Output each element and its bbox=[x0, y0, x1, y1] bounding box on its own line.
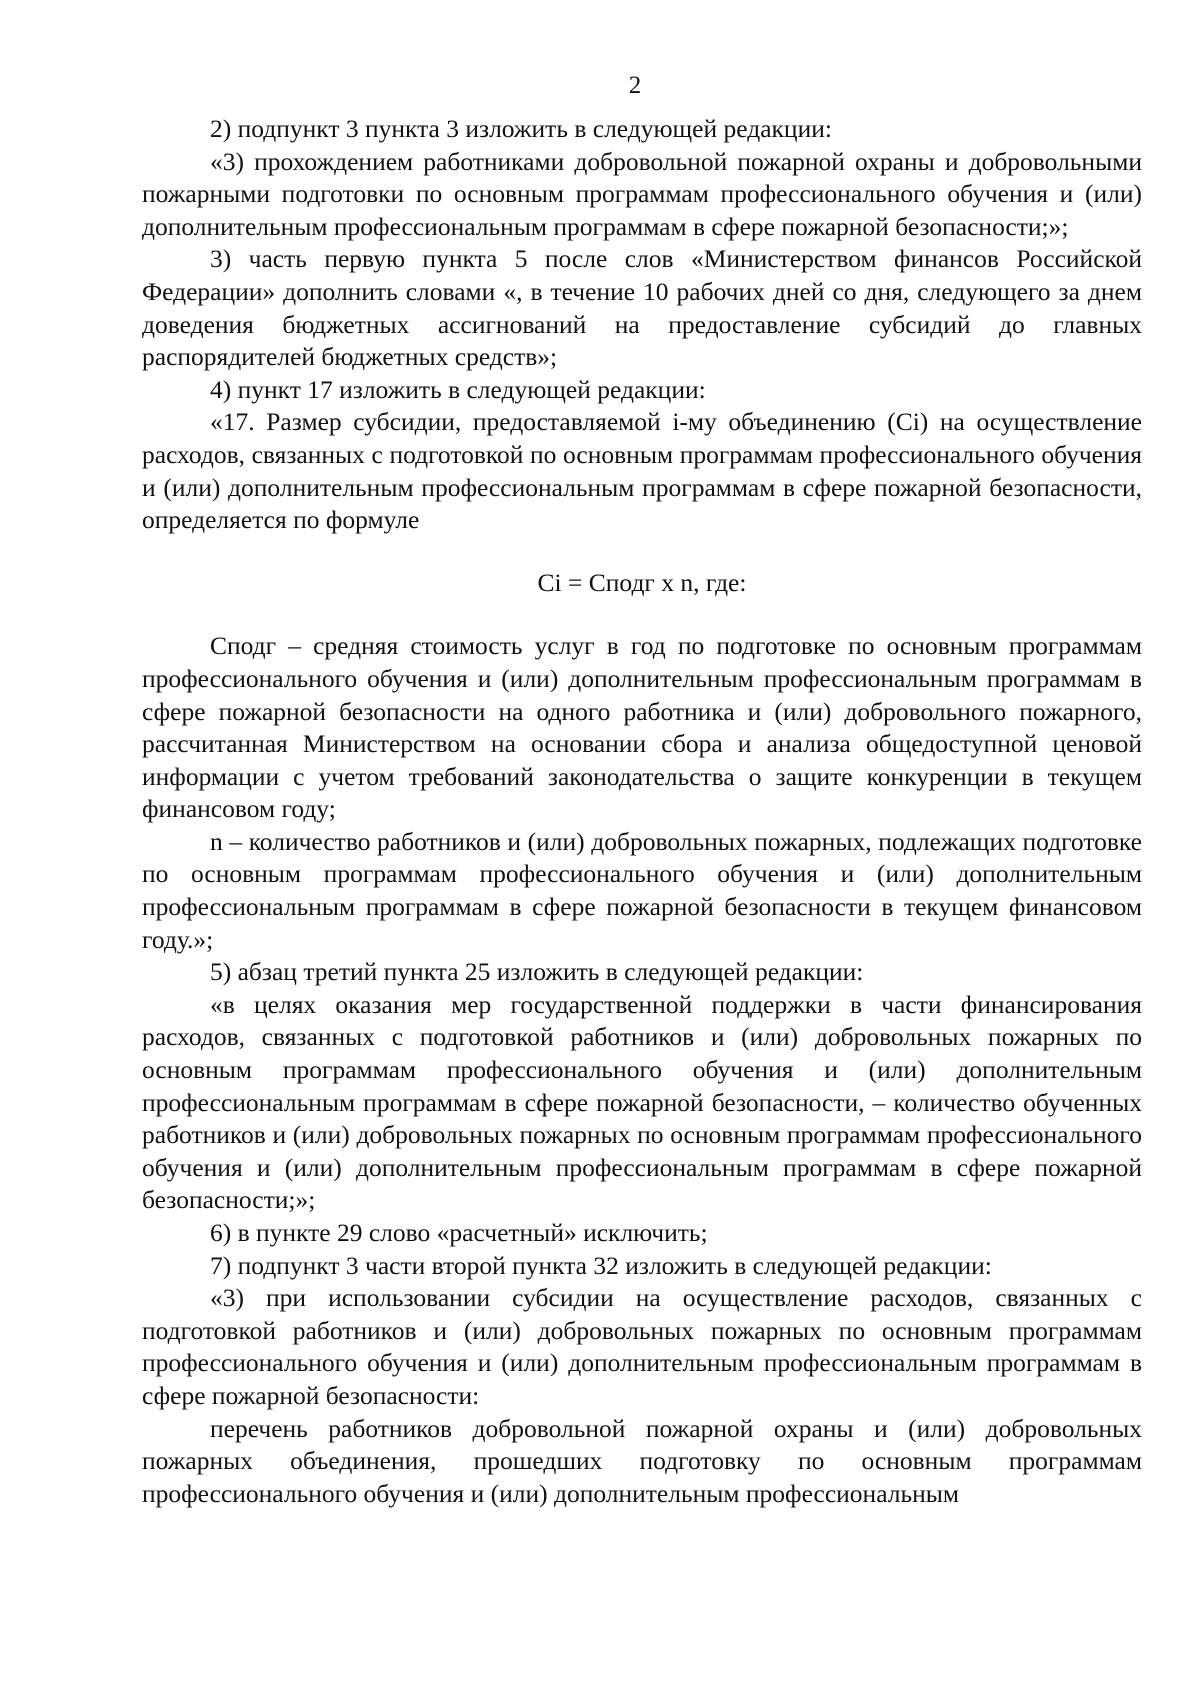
paragraph-quote-point-25: «в целях оказания мер государственной поддержки в части финансирования расходов, связанных с подготовкой работников и (или) добровольных пожарных по основным программам профессионального обучения и (или) дополнительным профессиональным программам в сфере пожарной безопасности, – количество обученных работников и (или) добровольных пожарных по основным программам профессионального обучения и (или) дополнительным профессиональным программам в сфере пожарной безопасности;»; bbox=[142, 989, 1142, 1215]
document-body bbox=[142, 113, 1142, 1510]
paragraph-list-of-workers: перечень работников добровольной пожарной охраны и (или) добровольных пожарных объединения, прошедших подготовку по основным программам профессионального обучения и (или) дополнительным профессиональным bbox=[142, 1413, 1142, 1508]
paragraph-quote-subitem-3: «3) прохождением работниками добровольной пожарной охраны и добровольными пожарными подготовки по основным программам профессионального обучения и (или) дополнительным профессиональным программам в сфере пожарной безопасности;»; bbox=[142, 146, 1142, 241]
page-number: 2 bbox=[628, 72, 642, 99]
paragraph-item-4: 4) пункт 17 изложить в следующей редакции: bbox=[210, 374, 706, 404]
paragraph-item-2: 2) подпункт 3 пункта 3 изложить в следующей редакции: bbox=[210, 114, 832, 143]
paragraph-definition-spodg: Сподг – средняя стоимость услуг в год по подготовке по основным программам профессионального обучения и (или) дополнительным профессиональным программам в сфере пожарной безопасности на одного работника и (или) добровольного пожарного, рассчитанная Министерством на основании сбора и анализа общедоступной ценовой информации с учетом требований законодательства о защите конкуренции в текущем финансовом году; bbox=[142, 631, 1142, 824]
paragraph-quote-point-17: «17. Размер субсидии, предоставляемой i-му объединению (Ci) на осуществление расходов, связанных с подготовкой по основным программам профессионального обучения и (или) дополнительным профессиональным программам в сфере пожарной безопасности, определяется по формуле bbox=[142, 407, 1142, 535]
paragraph-definition-n: n – количество работников и (или) добровольных пожарных, подлежащих подготовке по основным программам профессионального обучения и (или) дополнительным профессиональным программам в сфере пожарной безопасности в текущем финансовом году.»; bbox=[142, 826, 1142, 954]
paragraph-item-7: 7) подпункт 3 части второй пункта 32 изложить в следующей редакции: bbox=[210, 1250, 992, 1280]
paragraph-item-5: 5) абзац третий пункта 25 изложить в следующей редакции: bbox=[210, 957, 864, 987]
paragraph-item-6: 6) в пункте 29 слово «расчетный» исключить; bbox=[210, 1218, 708, 1247]
paragraph-quote-subitem-3-point-32: «3) при использовании субсидии на осуществление расходов, связанных с подготовкой работников и (или) добровольных пожарных по основным программам профессионального обучения и (или) дополнительным профессиональным программам в сфере пожарной безопасности: bbox=[142, 1283, 1142, 1410]
formula: Ci = Сподг х n, где: bbox=[537, 567, 747, 597]
paragraph-item-3: 3) часть первую пункта 5 после слов «Министерством финансов Российской Федерации» дополнить словами «, в течение 10 рабочих дней со дня, следующего за днем доведения бюджетных ассигнований на предоставление субсидий до главных распорядителей бюджетных средств»; bbox=[142, 244, 1142, 372]
